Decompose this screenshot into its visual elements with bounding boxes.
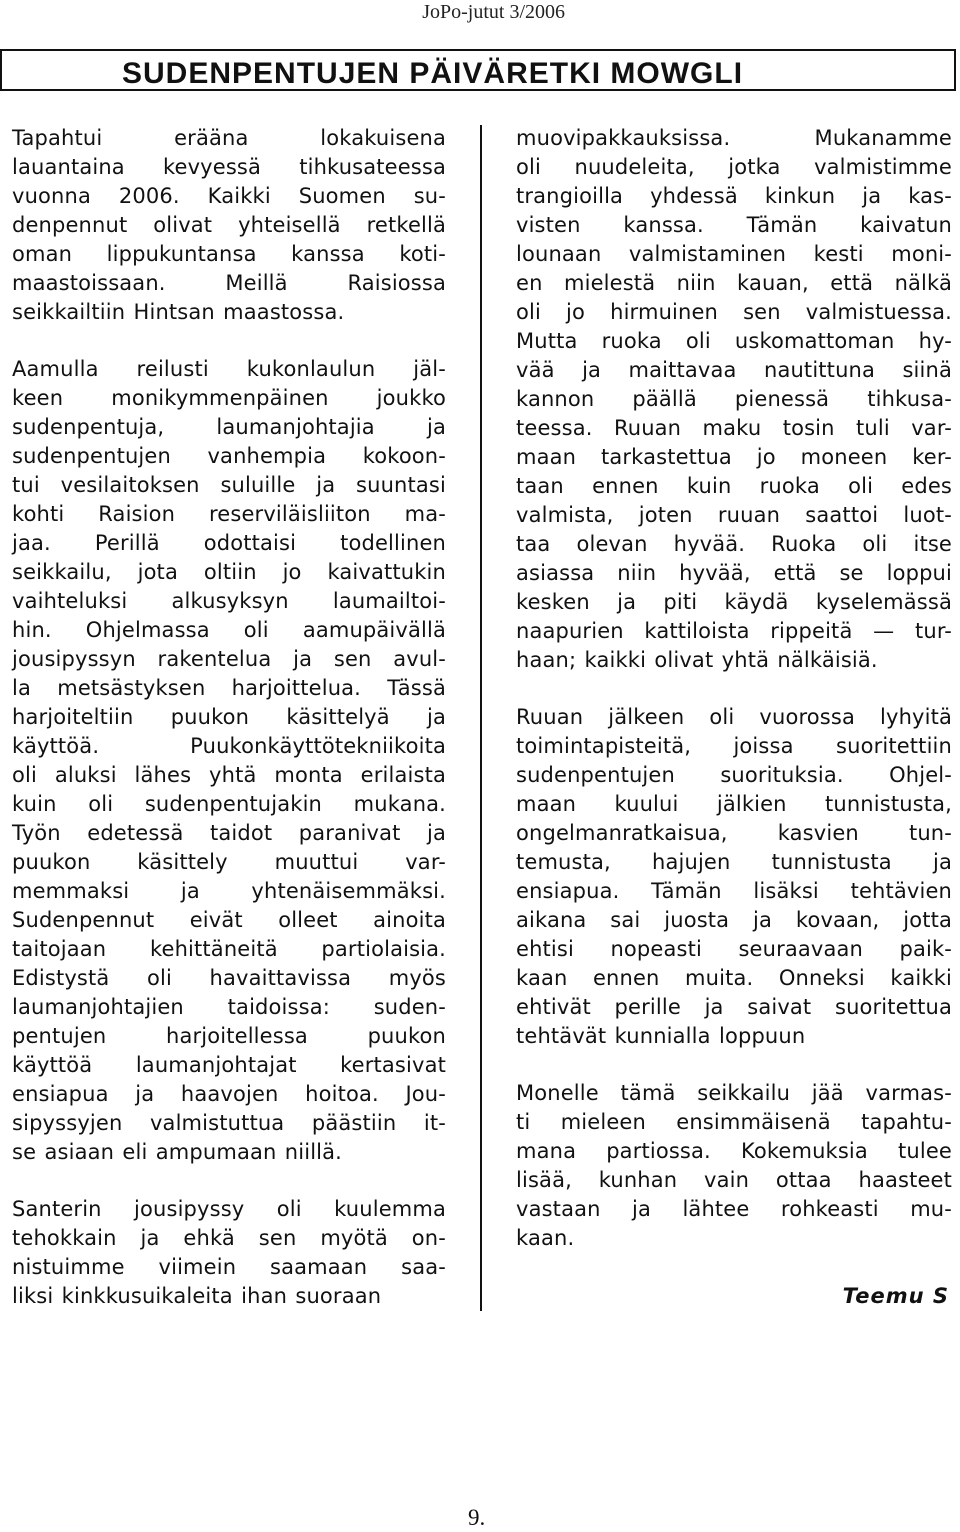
text-line: visten kanssa. Tämän kaivatun [516, 213, 952, 237]
text-line: la metsästyksen harjoittelua. Tässä [12, 676, 446, 700]
text-line: kaan ennen muita. Onneksi kaikki [516, 966, 952, 990]
text-line: oman lippukuntansa kanssa koti- [12, 242, 446, 266]
text-line: jaa. Perillä odottaisi todellinen [12, 531, 446, 555]
column-divider [480, 125, 482, 1311]
text-line: taitojaan kehittäneitä partiolaisia. [12, 937, 446, 961]
text-line: taa olevan hyvää. Ruoka oli itse [516, 532, 952, 556]
text-line: aikana sai juosta ja kovaan, jotta [516, 908, 952, 932]
text-line: valmista, joten ruuan saattoi luot- [516, 503, 952, 527]
article-paragraph [516, 703, 952, 1051]
article-paragraph [516, 1079, 952, 1253]
text-line: kohti Raision reserviläisliiton ma- [12, 502, 446, 526]
text-line: seikkailtiin Hintsan maastossa. [12, 300, 345, 324]
text-line: denpennut olivat yhteisellä retkellä [12, 213, 446, 237]
text-line: sudenpentujen suorituksia. Ohjel- [516, 763, 952, 787]
text-line: sudenpentujen vanhempia kokoon- [12, 444, 446, 468]
text-line: käyttöä. Puukonkäyttötekniikoita [12, 734, 446, 758]
article-paragraph [12, 1195, 446, 1311]
text-line: tui vesilaitoksen suluille ja suuntasi [12, 473, 446, 497]
text-line: tehokkain ja ehkä sen myötä on- [12, 1226, 446, 1250]
text-line: Sudenpennut eivät olleet ainoita [12, 908, 446, 932]
text-line: harjoiteltiin puukon käsittelyä ja [12, 705, 446, 729]
text-line: Santerin jousipyssy oli kuulemma [12, 1197, 446, 1221]
text-line: kesken ja piti käydä kyselemässä [516, 590, 952, 614]
article-paragraph [12, 355, 446, 1167]
title-box [0, 49, 956, 91]
text-line: sudenpentuja, laumanjohtajia ja [12, 415, 446, 439]
text-line: haan; kaikki olivat yhtä nälkäisiä. [516, 648, 878, 672]
text-line: mana partiossa. Kokemuksia tulee [516, 1139, 952, 1163]
article-paragraph [516, 124, 952, 675]
text-line: Tapahtui erääna lokakuisena [12, 126, 446, 150]
article-paragraph [12, 124, 446, 327]
text-line: se asiaan eli ampumaan niillä. [12, 1140, 343, 1164]
text-line: oli jo hirmuinen sen valmistuessa. [516, 300, 952, 324]
text-line: vaihteluksi alkusyksyn laumailtoi- [12, 589, 446, 613]
text-line: ensiapua ja haavojen hoitoa. Jou- [12, 1082, 446, 1106]
text-line: lounaan valmistaminen kesti moni- [516, 242, 952, 266]
article-title: SUDENPENTUJEN PÄIVÄRETKI MOWGLI [122, 57, 744, 90]
text-line: muovipakkauksissa. Mukanamme [516, 126, 952, 150]
text-line: maan tarkastettua jo moneen ker- [516, 445, 952, 469]
text-line: oli aluksi lähes yhtä monta erilaista [12, 763, 446, 787]
text-line: keen monikymmenpäinen joukko [12, 386, 446, 410]
text-line: tehtävät kunnialla loppuun [516, 1024, 806, 1048]
text-line: käyttöä laumanjohtajat kertasivat [12, 1053, 446, 1077]
text-line: sipyssyjen valmistuttua päästiin it- [12, 1111, 446, 1135]
publication-header: JoPo-jutut 3/2006 [422, 1, 565, 23]
text-line: kuin oli sudenpentujakin mukana. [12, 792, 446, 816]
text-line: temusta, hajujen tunnistusta ja [516, 850, 952, 874]
text-line: Aamulla reilusti kukonlaulun jäl- [12, 357, 446, 381]
left-column [12, 124, 446, 1339]
text-line: nistuimme viimein saamaan saa- [12, 1255, 446, 1279]
text-line: maan kuului jälkien tunnistusta, [516, 792, 952, 816]
text-line: kannon päällä pienessä tihkusa- [516, 387, 952, 411]
text-line: lisää, kunhan vain ottaa haasteet [516, 1168, 952, 1192]
right-column [516, 124, 952, 1281]
text-line: teessa. Ruuan maku tosin tuli var- [516, 416, 952, 440]
text-line: en mielestä niin kauan, että nälkä [516, 271, 952, 295]
text-line: Mutta ruoka oli uskomattoman hy- [516, 329, 952, 353]
text-line: lauantaina kevyessä tihkusateessa [12, 155, 446, 179]
page-number: 9. [468, 1505, 486, 1530]
text-line: ehtivät perille ja saivat suoritettua [516, 995, 952, 1019]
text-line: naapurien kattiloista rippeitä — tur- [516, 619, 952, 643]
text-line: jousipyssyn rakentelua ja sen avul- [12, 647, 446, 671]
text-line: ehtisi nopeasti seuraavaan paik- [516, 937, 952, 961]
text-line: trangioilla yhdessä kinkun ja kas- [516, 184, 952, 208]
text-line: liksi kinkkusuikaleita ihan suoraan [12, 1284, 382, 1308]
text-line: Työn edetessä taidot paranivat ja [12, 821, 446, 845]
text-line: memmaksi ja yhtenäisemmäksi. [12, 879, 446, 903]
text-line: oli nuudeleita, jotka valmistimme [516, 155, 952, 179]
text-line: ongelmanratkaisua, kasvien tun- [516, 821, 952, 845]
text-line: hin. Ohjelmassa oli aamupäivällä [12, 618, 446, 642]
text-line: laumanjohtajien taidoissa: suden- [12, 995, 446, 1019]
text-line: taan ennen kuin ruoka oli edes [516, 474, 952, 498]
text-line: pentujen harjoitellessa puukon [12, 1024, 446, 1048]
text-line: toimintapisteitä, joissa suoritettiin [516, 734, 952, 758]
text-line: Monelle tämä seikkailu jää varmas- [516, 1081, 952, 1105]
text-line: ensiapua. Tämän lisäksi tehtävien [516, 879, 952, 903]
text-line: vää ja maittavaa nautittuna siinä [516, 358, 952, 382]
text-line: vuonna 2006. Kaikki Suomen su- [12, 184, 446, 208]
text-line: Edistystä oli havaittavissa myös [12, 966, 446, 990]
text-line: asiassa niin hyvää, että se loppui [516, 561, 952, 585]
text-line: maastoissaan. Meillä Raisiossa [12, 271, 446, 295]
text-line: seikkailu, jota oltiin jo kaivattukin [12, 560, 446, 584]
text-line: vastaan ja lähtee rohkeasti mu- [516, 1197, 952, 1221]
author-signature: Teemu S [842, 1284, 949, 1308]
text-line: kaan. [516, 1226, 575, 1250]
text-line: Ruuan jälkeen oli vuorossa lyhyitä [516, 705, 952, 729]
text-line: ti mieleen ensimmäisenä tapahtu- [516, 1110, 952, 1134]
text-line: puukon käsittely muuttui var- [12, 850, 446, 874]
